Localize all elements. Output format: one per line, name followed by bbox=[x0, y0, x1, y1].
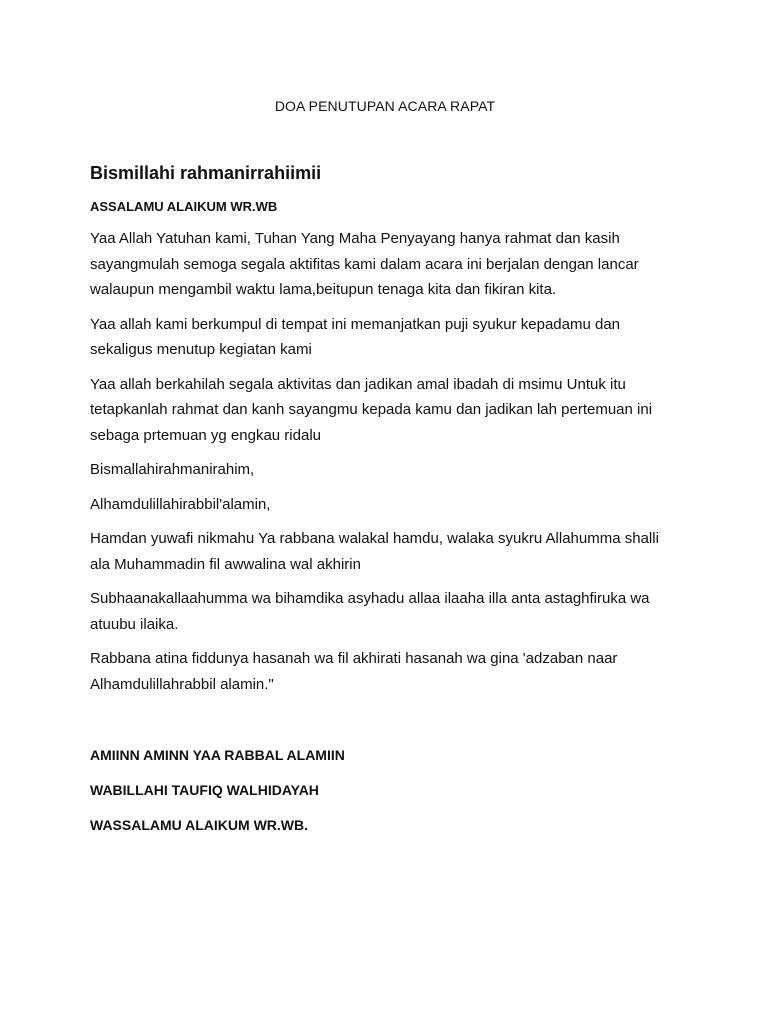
opening-bismillah: Bismillahi rahmanirrahiimii bbox=[90, 163, 322, 183]
prayer-paragraph: Yaa Allah Yatuhan kami, Tuhan Yang Maha Penyayang hanya rahmat dan kasih sayangmulah semoga segala aktifitas kami dalam acara ini berjalan dengan lancar walaupun mengambil waktu lama,beitupun tenaga kita dan fikiran kita. bbox=[90, 230, 639, 298]
prayer-paragraph: Hamdan yuwafi nikmahu Ya rabbana walakal hamdu, walaka syukru Allahumma shalli ala Muhammadin fil awwalina wal akhirin bbox=[90, 530, 659, 573]
prayer-paragraph: Yaa allah berkahilah segala aktivitas dan jadikan amal ibadah di msimu Untuk itu tetapkanlah rahmat dan kanh sayangmu kepada kamu dan jadikan lah pertemuan ini sebaga prtemuan yg engkau ridalu bbox=[90, 375, 653, 444]
prayer-paragraph: Rabbana atina fiddunya hasanah wa fil akhirati hasanah wa gina 'adzaban naar Alhamdulillahrabbil alamin." bbox=[90, 650, 618, 693]
prayer-paragraph: Alhamdulillahirabbil'alamin, bbox=[90, 495, 271, 513]
closing-line: WASSALAMU ALAIKUM WR.WB. bbox=[90, 817, 309, 833]
closing-line: AMIINN AMINN YAA RABBAL ALAMIIN bbox=[90, 747, 345, 763]
closing-line: WABILLAHI TAUFIQ WALHIDAYAH bbox=[90, 782, 319, 798]
prayer-paragraph: Yaa allah kami berkumpul di tempat ini memanjatkan puji syukur kepadamu dan sekaligus menutup kegiatan kami bbox=[90, 315, 621, 358]
prayer-paragraph: Subhaanakallaahumma wa bihamdika asyhadu allaa ilaaha illa anta astaghfiruka wa atuubu ilaika. bbox=[90, 590, 650, 633]
document-body bbox=[90, 96, 680, 835]
prayer-paragraph: Bismallahirahmanirahim, bbox=[90, 461, 255, 478]
document-title: DOA PENUTUPAN ACARA RAPAT bbox=[274, 98, 496, 114]
opening-salam: ASSALAMU ALAIKUM WR.WB bbox=[90, 199, 278, 214]
